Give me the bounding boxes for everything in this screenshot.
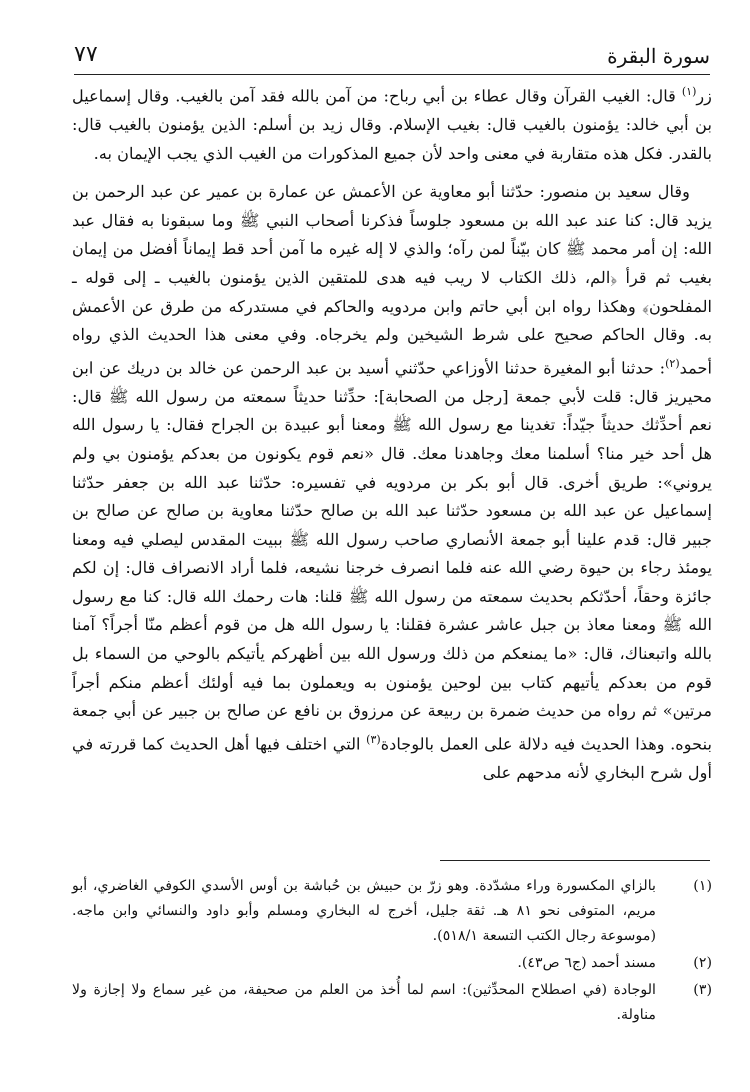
page-header xyxy=(74,38,710,75)
paragraph-2 xyxy=(72,178,712,787)
text-segment: زر xyxy=(696,86,712,106)
footnote-text: الوجادة (في اصطلاح المحدِّثين): اسم لما أُخذ من العلم من صحيفة، من غير سماع ولا إجازة ولا مناولة. xyxy=(72,982,656,1023)
footnote-text: مسند أحمد (ج٦ ص٤٣). xyxy=(517,955,656,971)
footnote-ref-2: (٢) xyxy=(665,356,680,370)
text-segment: التي اختلف فيها أهل الحديث كما قررته في أول شرح البخاري لأنه مدحهم على xyxy=(72,734,712,782)
main-text xyxy=(72,78,712,787)
footnote xyxy=(72,951,712,976)
footnote xyxy=(72,978,712,1028)
footnote-text: بالزاي المكسورة وراء مشدّدة. وهو زرّ بن حبيش بن حُباشة بن أوس الأسدي الكوفي الغاضري، أبو مريم، المتوفى نحو ٨١ هـ. ثقة جليل، أخرج له البخاري ومسلم وأبو داود والنسائي وابن ماجه. (موسوعة رجال الكتب التسعة ٥١٨/١). xyxy=(72,878,656,944)
footnote-number: (١) xyxy=(693,878,712,894)
footnote-ref-1: (١) xyxy=(681,85,697,98)
text-segment: قال: الغيب القرآن وقال عطاء بن أبي رباح: من آمن بالله فقد آمن بالغيب. وقال إسماعيل بن أبي خالد: يؤمنون بالغيب قال: بغيب الإسلام. وقال زيد بن أسلم: الذين يؤمنون بالغيب قال: بالقدر. فكل هذه متقاربة في معنى واحد لأن جميع المذكورات من الغيب الذي يجب الإيمان به. xyxy=(72,86,712,163)
surah-title: سورة البقرة xyxy=(607,44,710,68)
footnote xyxy=(72,874,712,949)
footnotes xyxy=(72,874,712,1030)
text-segment: : حدثنا أبو المغيرة حدثنا الأوزاعي حدّثني أسيد بن عبد الرحمن عن خالد بن دريك عن ابن محيريز قال: قلت لأبي جمعة [رجل من الصحابة]: حدِّثنا حديثاً سمعته من رسول الله ﷺ قال: نعم أحدِّثك حديثاً جيّداً: تغدينا مع رسول الله ﷺ ومعنا أبو عبيدة بن الجراح فقال: يا رسول الله هل أحد خير منا؟ أسلمنا معك وجاهدنا معك. قال «نعم قوم يكونون من بعدكم يؤمنون بي ولم يروني»: طريق أخرى. قال أبو بكر بن مردويه في تفسيره: حدّثنا عبد الله بن جعفر حدّثنا إسماعيل عن عبد الله بن مسعود حدّثنا عبد الله بن صالح حدّثنا معاوية بن صالح عن صالح بن جبير قال: قدم علينا أبو جمعة الأنصاري صاحب رسول الله ﷺ ببيت المقدس ليصلي فيه ومعنا يومئذ رجاء بن حيوة رضي الله عنه فلما انصرف خرجنا نشيعه، فلما أراد الانصراف قال: إن لكم جائزة وحقاً، أحدّثكم بحديث سمعته من رسول الله ﷺ قلنا: هات رحمك الله قال: كنا مع رسول الله ﷺ ومعنا معاذ بن جبل عاشر عشرة فقلنا: يا رسول الله هل من قوم أعظم منّا أجراً؟ آمنا بالله واتبعناك، قال: «ما يمنعكم من ذلك ورسول الله بين أظهركم يأتيكم بالوحي من السماء بل قوم من بعدكم يأتيهم كتاب بين لوحين يؤمنون به ويعملون بما فيه أولئك أعظم منكم أجراً مرتين» ثم رواه من حديث ضمرة بن ربيعة عن مرزوق بن نافع عن صالح بن جبير عن أبي جمعة بنحوه. وهذا الحديث فيه دلالة على العمل بالوجادة xyxy=(72,358,712,754)
footnote-number: (٢) xyxy=(693,955,712,971)
footnote-separator xyxy=(440,860,710,861)
footnote-ref-3: (٣) xyxy=(366,732,381,746)
paragraph-1 xyxy=(72,78,712,168)
text-segment: وقال سعيد بن منصور: حدّثنا أبو معاوية عن الأعمش عن عمارة بن عمير عن عبد الرحمن بن يزيد قال: كنا عند عبد الله بن مسعود جلوساً فذكرنا أصحاب النبي ﷺ وما سبقونا به فقال عبد الله: إن أمر محمد ﷺ كان بيّناً لمن رآه؛ والذي لا إله غيره ما آمن أحد قط إيماناً أفضل من إيمان بغيب ثم قرأ ﴿الم، ذلك الكتاب لا ريب فيه هدى للمتقين الذين يؤمنون بالغيب ـ إلى قوله ـ المفلحون﴾ وهكذا رواه ابن أبي حاتم وابن مردويه والحاكم في مستدركه من طرق عن الأعمش به. وقال الحاكم صحيح على شرط الشيخين ولم يخرجاه. وفي معنى هذا الحديث الذي رواه أحمد xyxy=(72,182,712,378)
footnote-number: (٣) xyxy=(693,982,712,998)
page-number: ٧٧ xyxy=(74,42,98,67)
